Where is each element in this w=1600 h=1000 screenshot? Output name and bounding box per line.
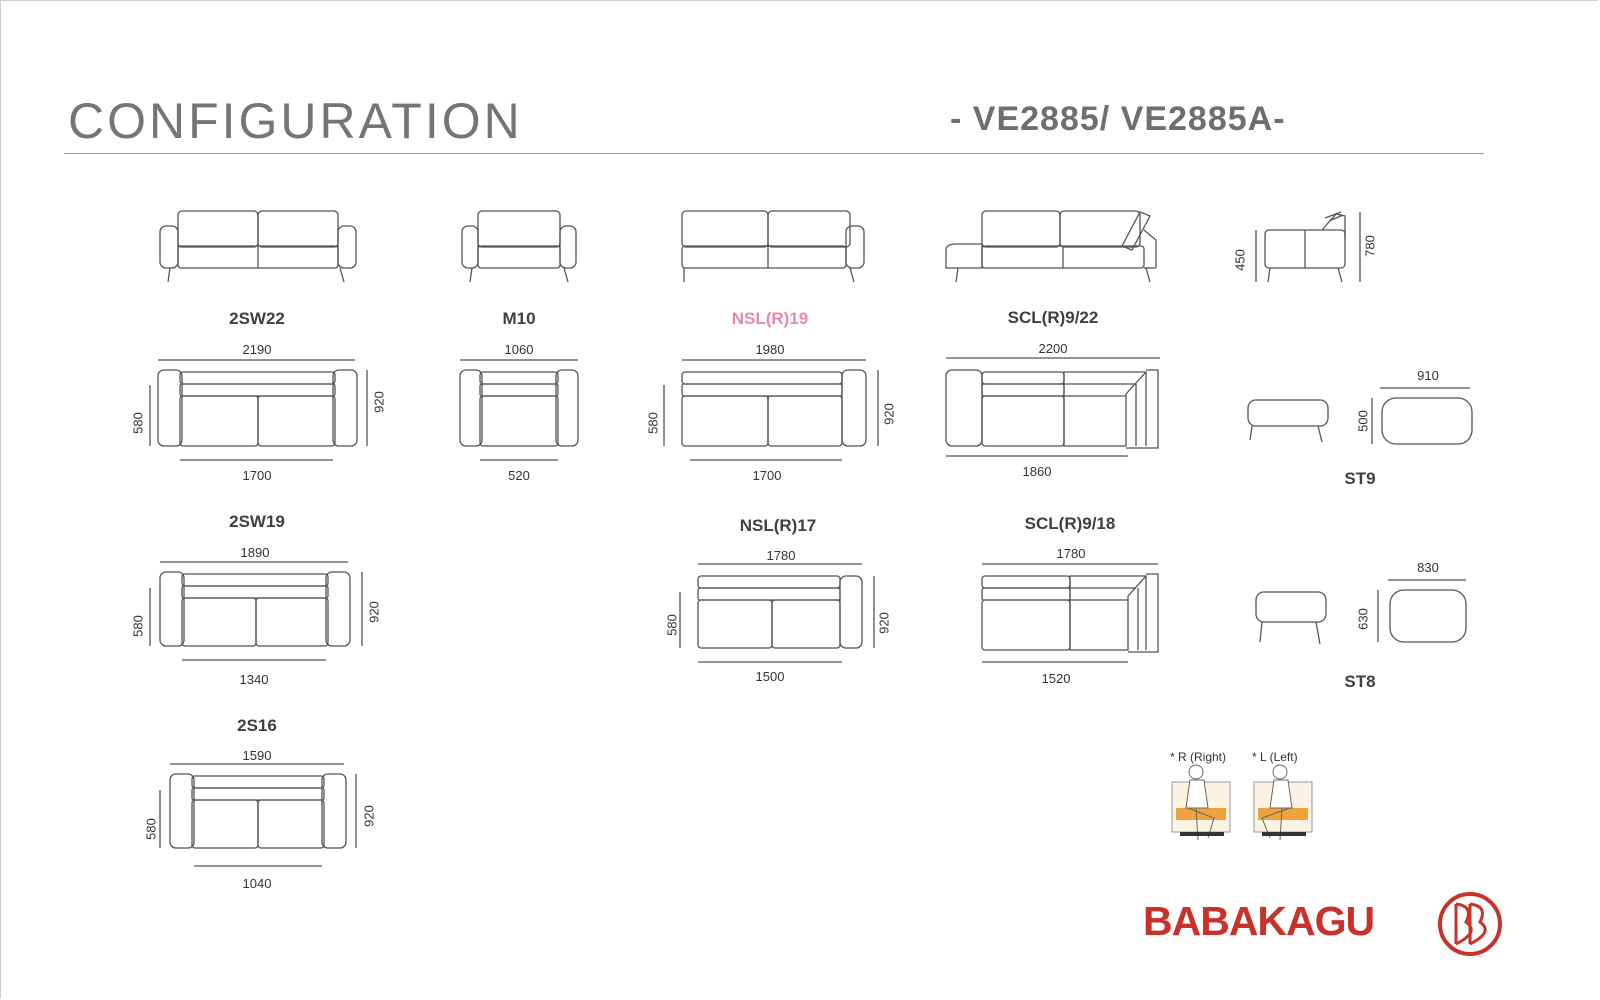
dim-sclr918-width: 1780 (1056, 546, 1086, 561)
dim-2sw22-depth: 920 (371, 391, 387, 413)
plan-view-sclr918 (982, 564, 1158, 662)
dim-2s16-seat-depth: 580 (143, 818, 159, 840)
code-2s16: 2S16 (237, 716, 277, 735)
brand-logo-mark (1440, 894, 1500, 954)
dim-m10-seat-width: 520 (508, 468, 530, 483)
dim-m10-width: 1060 (504, 342, 534, 357)
code-nslr17: NSL(R)17 (739, 516, 817, 535)
dim-st9-width: 910 (1417, 368, 1439, 383)
dim-2sw19-depth: 920 (366, 601, 382, 623)
dim-sclr922-seat-width: 1860 (1022, 464, 1052, 479)
plan-view-2sw22 (150, 360, 367, 460)
dim-nslr17-depth: 920 (876, 612, 892, 634)
plan-view-m10 (460, 360, 578, 460)
plan-view-nslr17 (680, 564, 874, 662)
dim-2sw19-seat-width: 1340 (239, 672, 269, 687)
dim-nslr19-width: 1980 (755, 342, 785, 357)
dim-2sw22-seat-width: 1700 (242, 468, 272, 483)
dim-nslr17-seat-depth: 580 (664, 614, 680, 636)
front-view-sclr922 (946, 211, 1156, 282)
dim-st8-width: 830 (1417, 560, 1439, 575)
code-2sw19: 2SW19 (229, 512, 285, 531)
plan-view-sclr922 (946, 358, 1160, 456)
front-view-m10 (462, 211, 576, 282)
side-view-armchair (1256, 212, 1360, 282)
dim-side-seat-height: 450 (1232, 249, 1248, 271)
dim-nslr17-width: 1780 (766, 548, 796, 563)
front-view-nslr19 (682, 211, 864, 282)
dim-2sw19-width: 1890 (240, 545, 270, 560)
dim-2sw19-seat-depth: 580 (130, 615, 146, 637)
code-nslr19: NSL(R)19 (731, 309, 809, 328)
dim-2s16-seat-width: 1040 (242, 876, 272, 891)
plan-view-nslr19 (664, 360, 878, 460)
dim-nslr19-depth: 920 (881, 403, 897, 425)
plan-view-2s16 (160, 764, 356, 866)
legend-right-label: * R (Right) (1170, 750, 1227, 764)
dim-2s16-depth: 920 (361, 805, 377, 827)
page-title: CONFIGURATION (68, 93, 523, 149)
dim-nslr19-seat-width: 1700 (752, 468, 782, 483)
code-m10: M10 (502, 309, 536, 328)
dim-2sw22-width: 2190 (242, 342, 272, 357)
code-2sw22: 2SW22 (229, 309, 285, 328)
plan-view-2sw19 (150, 562, 362, 660)
code-sclr918: SCL(R)9/18 (1024, 514, 1116, 533)
legend-left-figure (1254, 765, 1312, 840)
dim-sclr922-width: 2200 (1038, 341, 1068, 356)
code-sclr922: SCL(R)9/22 (1007, 308, 1099, 327)
dim-nslr17-seat-width: 1500 (755, 669, 785, 684)
front-view-2sw22 (160, 211, 356, 282)
model-number: - VE2885/ VE2885A- (950, 100, 1286, 138)
dim-st9-depth: 500 (1355, 410, 1371, 432)
dim-sclr918-seat-width: 1520 (1041, 671, 1071, 686)
dim-side-total-height: 780 (1362, 235, 1378, 257)
dim-st8-depth: 630 (1355, 608, 1371, 630)
brand-name: BABAKAGU (1143, 898, 1375, 944)
code-st9: ST9 (1344, 469, 1376, 488)
dim-nslr19-seat-depth: 580 (645, 412, 661, 434)
legend-right-figure (1172, 765, 1230, 840)
code-st8: ST8 (1344, 672, 1376, 691)
dim-2sw22-seat-depth: 580 (130, 412, 146, 434)
legend-left-label: * L (Left) (1252, 750, 1298, 764)
dim-2s16-width: 1590 (242, 748, 272, 763)
